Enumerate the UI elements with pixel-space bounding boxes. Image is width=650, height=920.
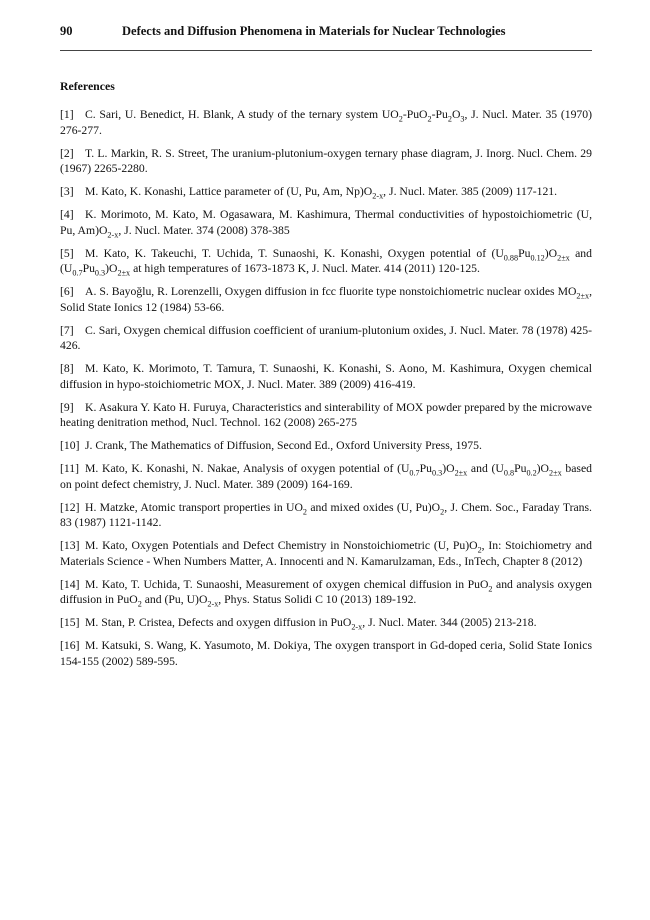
reference-text: H. Matzke, Atomic transport properties in $UO_2$ and mixed oxides (U, $Pu)O_2$, J. Chem. Soc., Faraday Trans. 83 (1987) 1121-1142.	[60, 500, 592, 529]
reference-label: [4]	[60, 208, 74, 221]
reference-text: K. Morimoto, M. Kato, M. Ogasawara, M. Kashimura, Thermal conductivities of hypostoichiometric (U, Pu, $Am)O_{2-x}$, J. Nucl. Mater. 374 (2008) 378-385	[60, 208, 592, 239]
reference-text: M. Kato, K. Konashi, Lattice parameter of (U, Pu, Am, $Np)O_{2-x}$, J. Nucl. Mater. 385 (2009) 117-121.	[85, 185, 558, 201]
references-heading: References	[60, 79, 115, 93]
reference-text: M. Kato, T. Uchida, T. Sunaoshi, Measurement of oxygen chemical diffusion in PuO$_2$ and analysis oxygen diffusion in PuO$_2$ and (Pu, $U)O_{2-x}$, Phys. Status Solidi C 10 (2013) 189-192.	[60, 577, 592, 609]
reference-text: M. Kato, K. Takeuchi, T. Uchida, T. Sunaoshi, K. Konashi, Oxygen potential of $(U_{0.88}Pu_{0.12})O_{2\pm x}$ and $(U_{0.7}Pu_{0.3})O_{2\pm x}$ at high temperatures of 1673-1873 K, J. Nucl. Mater. 414 (2011) 120-125.	[60, 246, 592, 278]
reference-text: A. S. Bayoğlu, R. Lorenzelli, Oxygen diffusion in fcc fluorite type nonstoichiometric nuclear oxides $MO_{2\pm x}$, Solid State Ionics 12 (1984) 53-66.	[60, 285, 592, 314]
reference-label: [14]	[60, 577, 80, 591]
running-title: Defects and Diffusion Phenomena in Materials for Nuclear Technologies	[122, 24, 506, 38]
reference-item	[60, 400, 592, 431]
reference-text: J. Crank, The Mathematics of Diffusion, Second Ed., Oxford University Press, 1975.	[85, 439, 482, 452]
reference-item	[60, 107, 592, 138]
reference-label: [8]	[60, 362, 74, 375]
reference-item	[60, 461, 592, 492]
reference-text: M. Kato, K. Morimoto, T. Tamura, T. Sunaoshi, K. Konashi, S. Aono, M. Kashimura, Oxygen chemical diffusion in hypo-stoichiometric MOX, J. Nucl. Mater. 389 (2009) 416-419.	[60, 362, 592, 391]
reference-item	[60, 146, 592, 177]
reference-text: M. Stan, P. Cristea, Defects and oxygen diffusion in PuO$_{2-x}$, J. Nucl. Mater. 344 (2005) 213-218.	[85, 616, 537, 632]
reference-text: M. Kato, Oxygen Potentials and Defect Chemistry in Nonstoichiometric (U, $Pu)O_2$, In: Stoichiometry and Materials Science - When Numbers Matter, A. Innocenti and N. Kamarulzaman, Eds., InTech, Chapter 8 (2012)	[60, 539, 592, 568]
reference-item	[60, 361, 592, 392]
page-number: 90	[60, 24, 73, 38]
reference-item	[60, 184, 592, 200]
reference-text: K. Asakura Y. Kato H. Furuya, Characteristics and sinterability of MOX powder prepared by the microwave heating denitration method, Nucl. Technol. 162 (2008) 265-275	[60, 400, 592, 429]
running-header	[60, 24, 592, 51]
reference-label: [10]	[60, 439, 80, 452]
reference-label: [7]	[60, 323, 74, 337]
reference-label: [2]	[60, 146, 74, 160]
reference-label: [9]	[60, 400, 74, 414]
reference-label: [3]	[60, 185, 74, 198]
reference-text: M. Kato, K. Konashi, N. Nakae, Analysis of oxygen potential of $(U_{0.7}Pu_{0.3})O_{2\pm x}$ and $(U_{0.8}Pu_{0.2})O_{2\pm x}$ based on point defect chemistry, J. Nucl. Mater. 389 (2009) 164-169.	[60, 462, 592, 491]
reference-item	[60, 323, 592, 354]
reference-item	[60, 500, 592, 531]
references-list	[60, 107, 592, 669]
reference-item	[60, 246, 592, 277]
reference-item	[60, 615, 592, 631]
reference-text: M. Katsuki, S. Wang, K. Yasumoto, M. Dokiya, The oxygen transport in Gd-doped ceria, Solid State Ionics 154-155 (2002) 589-595.	[60, 639, 592, 668]
reference-item	[60, 284, 592, 315]
reference-item	[60, 207, 592, 238]
reference-label: [11]	[60, 462, 80, 475]
reference-label: [5]	[60, 246, 74, 260]
reference-label: [13]	[60, 539, 80, 552]
reference-label: [12]	[60, 500, 80, 514]
reference-label: [1]	[60, 108, 74, 121]
reference-label: [6]	[60, 285, 74, 298]
reference-item	[60, 638, 592, 669]
reference-text: C. Sari, U. Benedict, H. Blank, A study of the ternary system $UO_2-PuO_2-Pu_2O_3$, J. Nucl. Mater. 35 (1970) 276-277.	[60, 108, 593, 137]
reference-text: C. Sari, Oxygen chemical diffusion coefficient of uranium-plutonium oxides, J. Nucl. Mater. 78 (1978) 425-426.	[60, 323, 592, 352]
reference-label: [15]	[60, 616, 80, 629]
reference-item	[60, 438, 592, 454]
reference-item	[60, 538, 592, 569]
reference-label: [16]	[60, 639, 80, 652]
reference-text: T. L. Markin, R. S. Street, The uranium-plutonium-oxygen ternary phase diagram, J. Inorg. Nucl. Chem. 29 (1967) 2265-2280.	[60, 146, 592, 175]
reference-item	[60, 577, 592, 608]
